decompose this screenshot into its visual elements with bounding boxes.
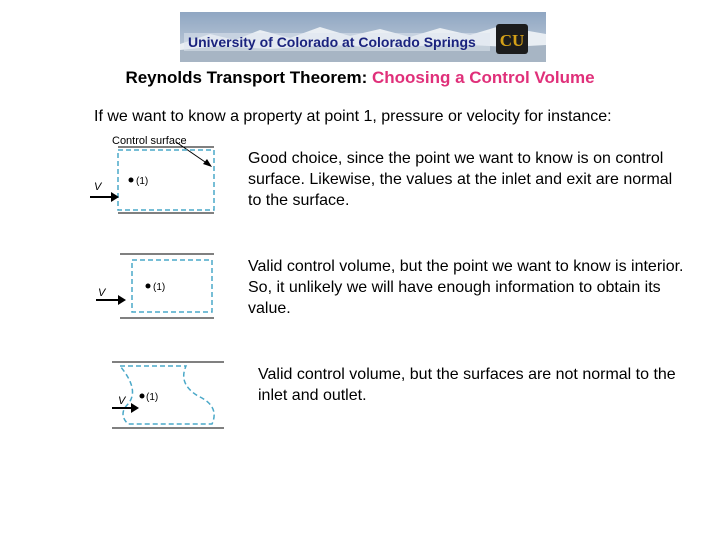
velocity-arrowhead (118, 295, 126, 305)
point-1-label: (1) (136, 176, 149, 187)
cu-logo (496, 24, 528, 54)
velocity-arrowhead (131, 403, 139, 413)
intro-text: If we want to know a property at point 1, pressure or velocity for instance: (94, 108, 612, 125)
figure-2-description: Valid control volume, but the point we want to know is interior. So, it unlikely we will have enough information to obtain its value. (248, 258, 684, 317)
point-1-label: (1) (153, 282, 166, 293)
velocity-label: V (94, 181, 102, 193)
point-1-marker (140, 394, 145, 399)
point-1-marker (146, 284, 151, 289)
figure-3-diagram (106, 356, 236, 434)
figure-1-description: Good choice, since the point we want to know is on control surface. Likewise, the values at the inlet and exit are normal to the surface. (248, 150, 673, 209)
figure-1-diagram (86, 130, 246, 225)
control-volume (120, 366, 214, 424)
figure-3-description: Valid control volume, but the surfaces are not normal to the inlet and outlet. (258, 366, 676, 404)
title-accent: Choosing a Control Volume (371, 68, 595, 87)
title-main: Reynolds Transport Theorem: (125, 68, 372, 87)
slide-title (0, 68, 720, 88)
university-banner (180, 12, 546, 62)
cu-logo-text: CU (499, 31, 525, 50)
control-volume (132, 260, 212, 312)
point-1-label: (1) (146, 392, 159, 403)
velocity-label: V (118, 395, 126, 407)
pointer-arrowhead (203, 159, 212, 167)
figure-2-diagram (86, 248, 246, 326)
point-1-marker (129, 178, 134, 183)
control-surface-label: Control surface (112, 135, 187, 147)
banner-text: University of Colorado at Colorado Springs (188, 34, 476, 50)
control-surface-pointer (176, 142, 208, 164)
velocity-label: V (98, 287, 106, 299)
